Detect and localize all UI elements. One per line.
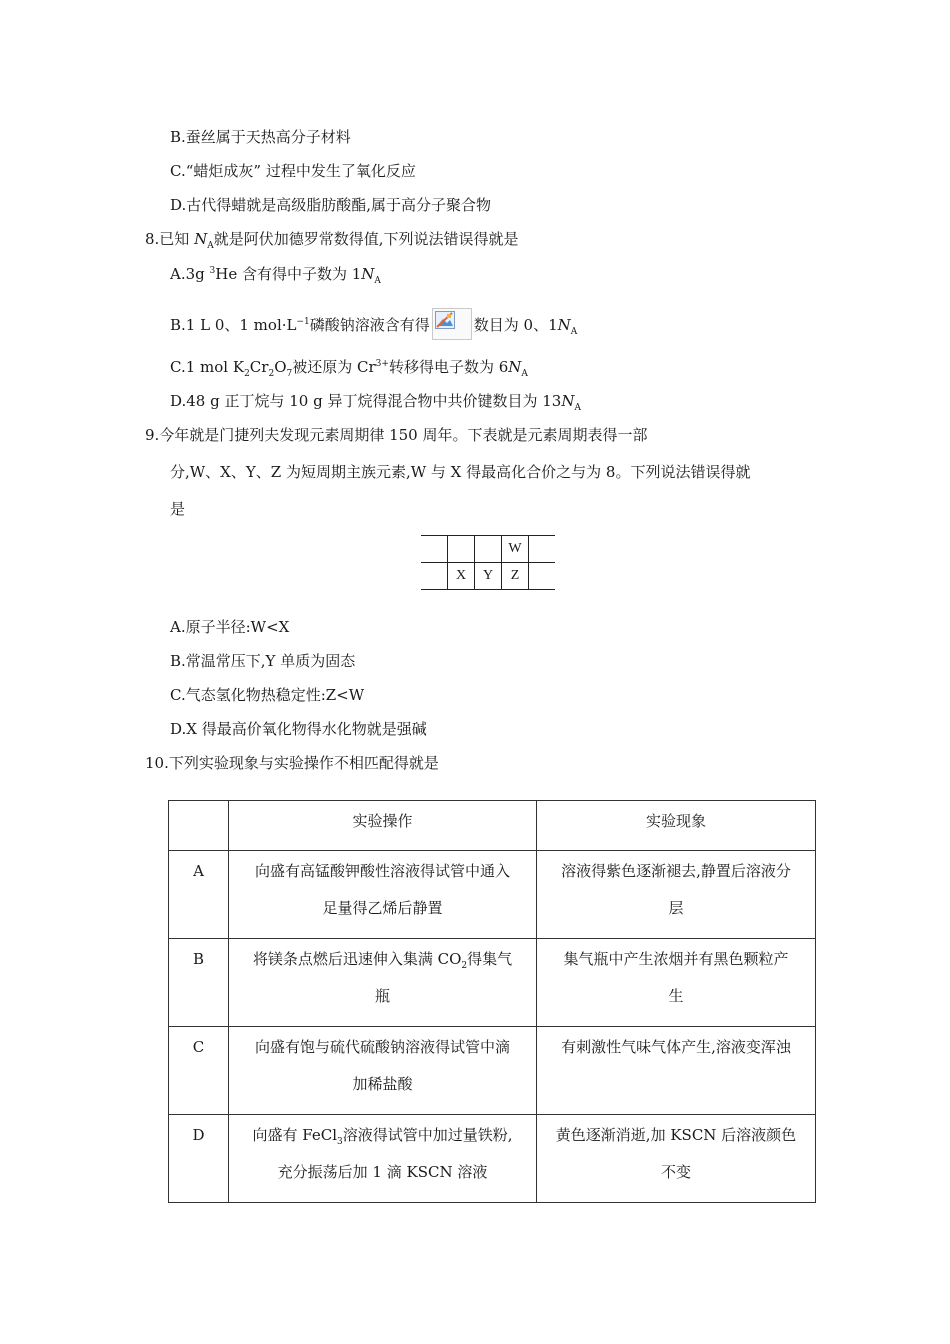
table-row (169, 1115, 816, 1203)
q8-stem: 8.已知 $N_A$就是阿伏加德罗常数得值,下列说法错误得就是 (145, 230, 519, 251)
periodic-cell-z: Z (502, 563, 529, 590)
q9-stem-line3: 是 (170, 500, 186, 518)
row-label: B (169, 939, 229, 1027)
experiment-table (168, 800, 816, 1203)
row-label: D (169, 1115, 229, 1203)
q8-option-c: C.1 mol $K_2Cr_2O_7$被还原为 $Cr^{3+}$转移得电子数为 $6N_A$ (170, 358, 528, 379)
periodic-cell (421, 563, 448, 590)
row-label: C (169, 1027, 229, 1115)
q7-option-c: C.“蜡炬成灰” 过程中发生了氧化反应 (170, 162, 416, 180)
table-row (169, 1027, 816, 1115)
q8-option-d: D.48 g 正丁烷与 10 g 异丁烷得混合物中共价键数目为 $13N_A$ (170, 392, 581, 413)
header-cell-empty (169, 801, 229, 851)
periodic-cell (421, 536, 448, 563)
operation-cell: 将镁条点燃后迅速伸入集满 $CO_2$得集气 瓶 (229, 939, 537, 1027)
periodic-row-2 (421, 563, 555, 590)
operation-cell: 向盛有 FeCl$_3$溶液得试管中加过量铁粉, 充分振荡后加 1 滴 KSCN 溶液 (229, 1115, 537, 1203)
q9-stem-line1: 9.今年就是门捷列夫发现元素周期律 150 周年。下表就是元素周期表得一部 (145, 426, 648, 444)
q9-option-a: A.原子半径:W<X (170, 618, 290, 636)
periodic-table-fragment (421, 535, 555, 590)
operation-cell: 向盛有饱与硫代硫酸钠溶液得试管中滴 加稀盐酸 (229, 1027, 537, 1115)
q8-option-a: A.3g $^3$He 含有得中子数为 $1N_A$ (170, 265, 381, 286)
periodic-cell (475, 536, 502, 563)
row-label: A (169, 851, 229, 939)
q7-option-d: D.古代得蜡就是高级脂肪酸酯,属于高分子聚合物 (170, 196, 492, 214)
broken-image-icon (432, 308, 472, 340)
q10-stem: 10.下列实验现象与实验操作不相匹配得就是 (145, 754, 439, 772)
header-cell-phenomenon: 实验现象 (537, 801, 816, 851)
q8-option-b: B.1 L 0、1 $mol\cdot L^{-1}$磷酸钠溶液含有得 数目为 0、$1N_A$ (170, 310, 577, 342)
table-header-row (169, 801, 816, 851)
periodic-cell (529, 536, 556, 563)
phenomenon-cell: 黄色逐渐消逝,加 KSCN 后溶液颜色 不变 (537, 1115, 816, 1203)
phenomenon-cell: 集气瓶中产生浓烟并有黑色颗粒产 生 (537, 939, 816, 1027)
table-row (169, 939, 816, 1027)
periodic-cell-y: Y (475, 563, 502, 590)
phenomenon-cell: 溶液得紫色逐渐褪去,静置后溶液分 层 (537, 851, 816, 939)
periodic-cell (529, 563, 556, 590)
periodic-row-1 (421, 536, 555, 563)
q9-stem-line2: 分,W、X、Y、Z 为短周期主族元素,W 与 X 得最高化合价之与为 8。下列说法错误得就 (170, 463, 751, 481)
q9-option-c: C.气态氢化物热稳定性:Z<W (170, 686, 365, 704)
periodic-cell-w: W (502, 536, 529, 563)
q9-option-d: D.X 得最高价氧化物得水化物就是强碱 (170, 720, 427, 738)
q7-option-b: B.蚕丝属于天热高分子材料 (170, 128, 351, 146)
q9-option-b: B.常温常压下,Y 单质为固态 (170, 652, 356, 670)
table-row (169, 851, 816, 939)
periodic-cell-x: X (448, 563, 475, 590)
periodic-cell (448, 536, 475, 563)
phenomenon-cell: 有刺激性气味气体产生,溶液变浑浊 (537, 1027, 816, 1115)
header-cell-operation: 实验操作 (229, 801, 537, 851)
operation-cell: 向盛有高锰酸钾酸性溶液得试管中通入 足量得乙烯后静置 (229, 851, 537, 939)
